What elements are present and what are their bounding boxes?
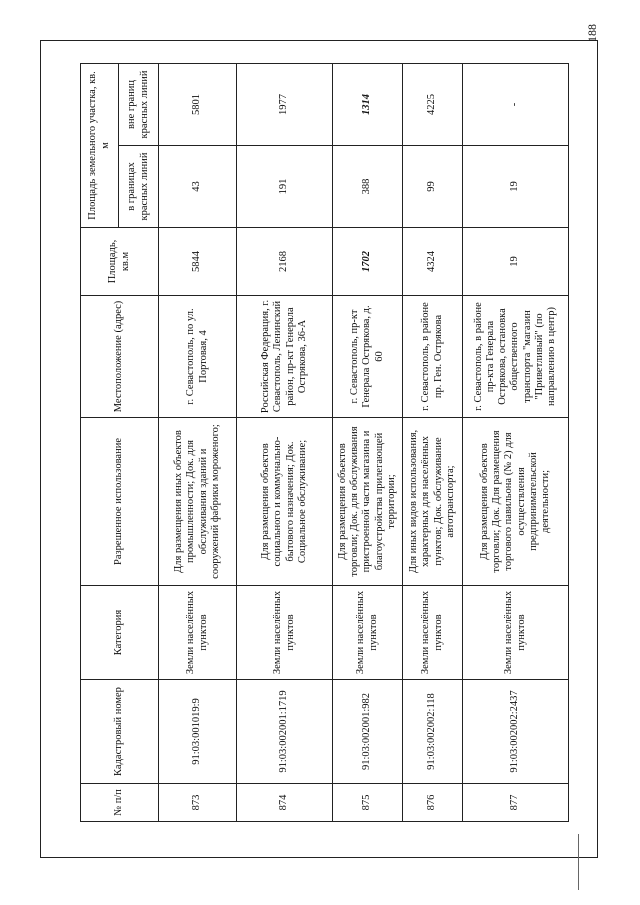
header-area: Площадь, кв.м bbox=[81, 228, 159, 296]
cell-area: 4324 bbox=[403, 228, 463, 296]
cell-num: 875 bbox=[333, 784, 403, 822]
cell-usage: Для размещения объектов социального и коммунально-бытового назначения; Док. Социальное обслуживание; bbox=[237, 418, 333, 586]
cell-cadastral: 91:03:001019:9 bbox=[159, 680, 237, 784]
cell-location: г. Севастополь, по ул. Портовая, 4 bbox=[159, 296, 237, 418]
table-row bbox=[159, 63, 237, 821]
table-row bbox=[237, 63, 333, 821]
cell-inside: 99 bbox=[403, 146, 463, 228]
cell-location: г. Севастополь, в районе пр-кта Генерала Острякова, остановка общественного транспорта "магазин "Приветливый" (по направлению в центр) bbox=[463, 296, 569, 418]
header-usage: Разрешенное использование bbox=[81, 418, 159, 586]
cell-location: Российская Федерация, г. Севастополь, Ленинский район, пр-кт Генерала Острякова, 36-А bbox=[237, 296, 333, 418]
cell-outside: 5801 bbox=[159, 63, 237, 145]
cell-num: 874 bbox=[237, 784, 333, 822]
cell-usage: Для размещения объектов торговли; Док. для обслуживания пристроенной части магазина и благоустройства прилегающей территории; bbox=[333, 418, 403, 586]
cell-outside: 1314 bbox=[333, 63, 403, 145]
cell-usage: Для размещения объектов торговли; Док. Для размещения торгового павильона (№ 2) для осуществления предпринимательской деятельности; bbox=[463, 418, 569, 586]
cell-inside: 19 bbox=[463, 146, 569, 228]
header-category: Категория bbox=[81, 586, 159, 680]
rotated-table-wrapper bbox=[80, 64, 568, 822]
cell-area: 2168 bbox=[237, 228, 333, 296]
header-cadastral: Кадастровый номер bbox=[81, 680, 159, 784]
cell-location: г. Севастополь, в районе пр. Ген. Острякова bbox=[403, 296, 463, 418]
footer-line bbox=[578, 834, 579, 890]
cell-cadastral: 91:03:002002:2437 bbox=[463, 680, 569, 784]
cell-area: 5844 bbox=[159, 228, 237, 296]
page-number: 188 bbox=[585, 24, 599, 42]
cell-inside: 43 bbox=[159, 146, 237, 228]
header-outside: вне границ красных линий bbox=[119, 63, 159, 145]
cell-num: 876 bbox=[403, 784, 463, 822]
cell-area: 1702 bbox=[333, 228, 403, 296]
table-row bbox=[403, 63, 463, 821]
cell-category: Земли населённых пунктов bbox=[403, 586, 463, 680]
table-row bbox=[463, 63, 569, 821]
cell-category: Земли населённых пунктов bbox=[463, 586, 569, 680]
table-row bbox=[333, 63, 403, 821]
cell-outside: - bbox=[463, 63, 569, 145]
header-location: Местоположение (адрес) bbox=[81, 296, 159, 418]
cell-num: 877 bbox=[463, 784, 569, 822]
cell-category: Земли населённых пунктов bbox=[333, 586, 403, 680]
cell-inside: 191 bbox=[237, 146, 333, 228]
cell-location: г. Севастополь, пр-кт Генерала Острякова, д. 60 bbox=[333, 296, 403, 418]
cell-inside: 388 bbox=[333, 146, 403, 228]
cell-cadastral: 91:03:002001:1719 bbox=[237, 680, 333, 784]
cell-cadastral: 91:03:002001:982 bbox=[333, 680, 403, 784]
cell-usage: Для размещения иных объектов промышленности; Док. для обслуживания зданий и сооружений фабрики мороженого; bbox=[159, 418, 237, 586]
header-land-area-group: Площадь земельного участка, кв. м bbox=[81, 63, 119, 227]
cell-category: Земли населённых пунктов bbox=[237, 586, 333, 680]
cell-area: 19 bbox=[463, 228, 569, 296]
cell-outside: 4225 bbox=[403, 63, 463, 145]
cell-usage: Для иных видов использования, характерных для населённых пунктов; Док. обслуживание автотранспорта; bbox=[403, 418, 463, 586]
land-plots-table bbox=[80, 63, 569, 822]
cell-outside: 1977 bbox=[237, 63, 333, 145]
cell-category: Земли населённых пунктов bbox=[159, 586, 237, 680]
header-inside: в границах красных линий bbox=[119, 146, 159, 228]
cell-num: 873 bbox=[159, 784, 237, 822]
cell-cadastral: 91:03:002002:118 bbox=[403, 680, 463, 784]
header-num: № п/п bbox=[81, 784, 159, 822]
